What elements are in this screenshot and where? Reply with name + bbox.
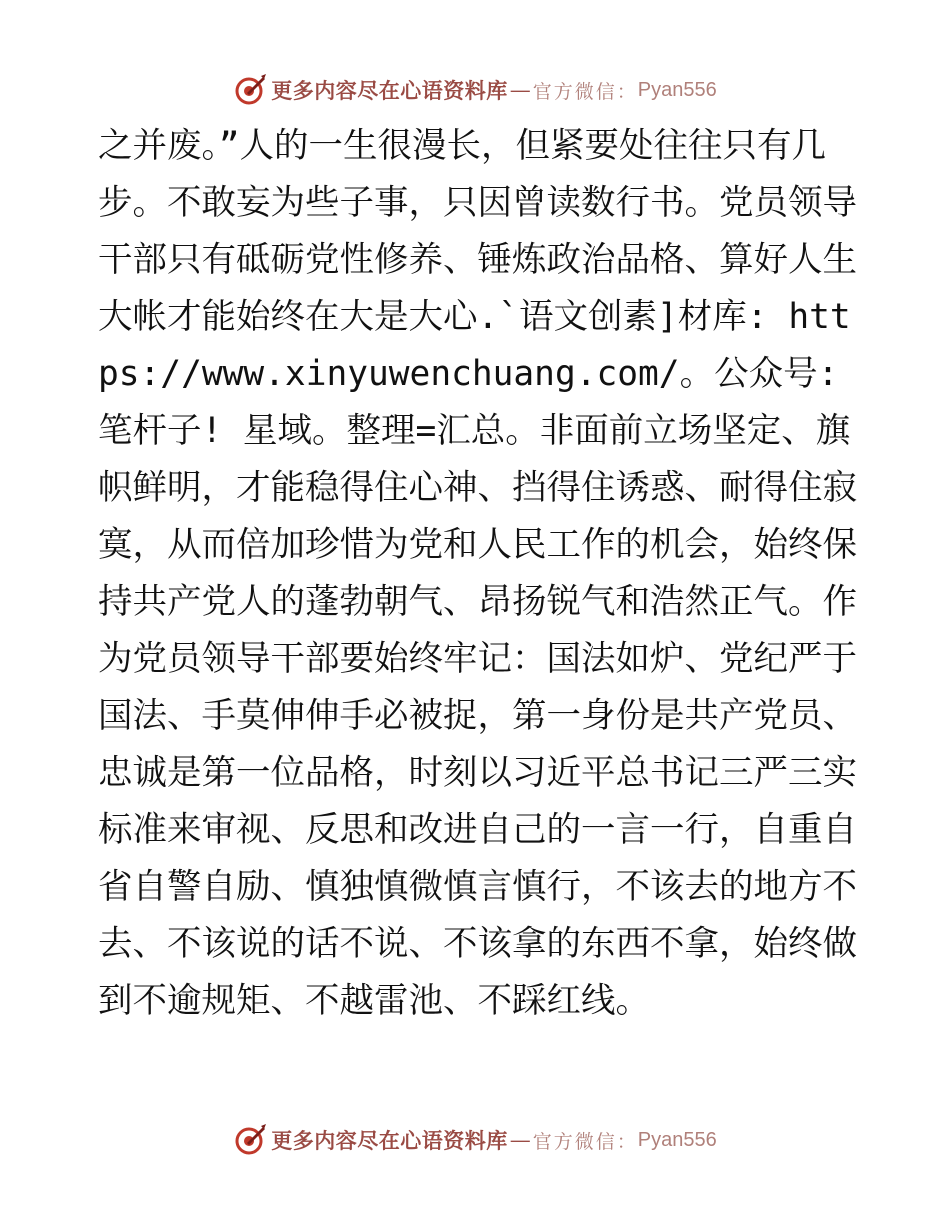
quill-logo-icon: [233, 73, 267, 107]
header-watermark: [0, 70, 950, 110]
watermark-brand: 更多内容尽在心语资料库: [271, 78, 508, 103]
watermark-dash: —: [509, 78, 531, 102]
watermark-contact-id: Pyan556: [637, 1128, 717, 1151]
watermark-contact-id: Pyan556: [637, 78, 717, 101]
quill-logo-icon: [233, 1123, 267, 1157]
watermark-contact-label: 官方微信：: [532, 80, 638, 103]
watermark-dash: —: [509, 1128, 531, 1152]
watermark-brand: 更多内容尽在心语资料库: [271, 1128, 508, 1153]
footer-watermark: [0, 1120, 950, 1160]
document-body-text: 之并废。”人的一生很漫长，但紧要处往往只有几步。不敢妄为些子事，只因曾读数行书。党员领导干部只有砥砺党性修养、锤炼政治品格、算好人生大帐才能始终在大是大心.`语文创素]材库: https://www.xinyuwenchuang.com/。公众号: 笔杆子! 星域。整理=汇总。非面前立场坚定、旗帜鲜明，才能稳得住心神、挡得住诱惑、耐得住寂寞，从而倍加珍惜为党和人民工作的机会，始终保持共产党人的蓬勃朝气、昂扬锐气和浩然正气。作为党员领导干部要始终牢记：国法如炉、党纪严于国法、手莫伸伸手必被捉，第一身份是共产党员、忠诚是第一位品格，时刻以习近平总书记三严三实标准来审视、反思和改进自己的一言一行，自重自省自警自励、慎独慎微慎言慎行，不该去的地方不去、不该说的话不说、不该拿的东西不拿，始终做到不逾规矩、不越雷池、不踩红线。: [98, 126, 857, 1021]
watermark-contact-label: 官方微信：: [532, 1130, 638, 1153]
